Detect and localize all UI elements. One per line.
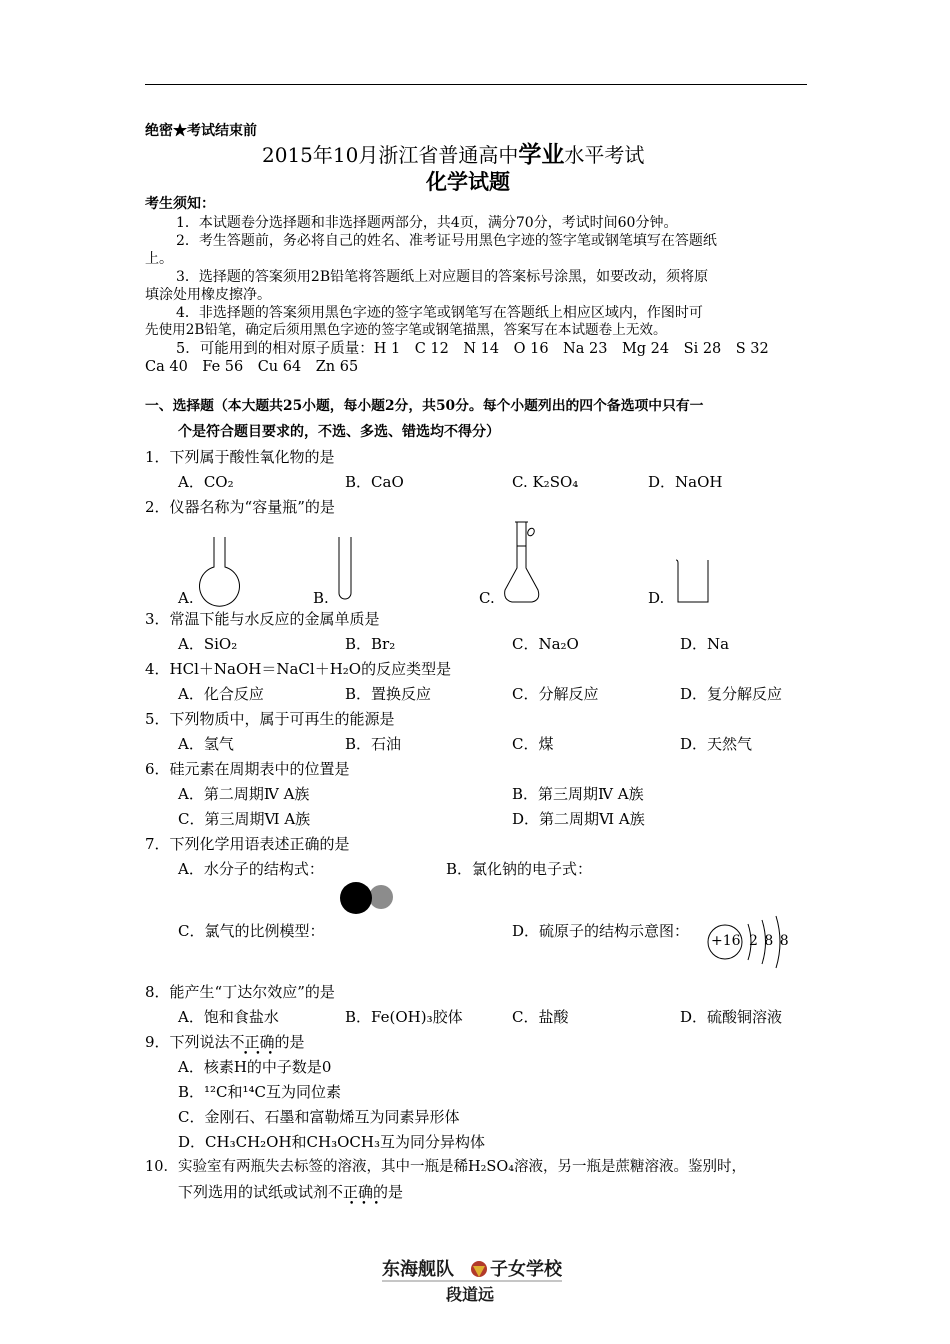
q4-option-c: C．分解反应	[512, 685, 599, 703]
q7-option-c: C．氯气的比例模型：	[178, 922, 325, 940]
notice-heading: 考生须知：	[145, 196, 215, 212]
q7-option-b: B．氯化钠的电子式：	[446, 860, 593, 878]
volumetric-flask-icon	[500, 518, 546, 608]
notice-item-2: 2．考生答题前，务必将自己的姓名、准考证号用黑色字迹的签字笔或钢笔填写在答题纸	[176, 233, 717, 249]
q7-option-a: A．水分子的结构式：	[178, 860, 324, 878]
q8-option-a: A．饱和食盐水	[178, 1008, 279, 1026]
svg-text:段道远: 段道远	[446, 1285, 495, 1304]
subject-title: 化学试题	[426, 170, 510, 194]
q8-option-c: C．盐酸	[512, 1008, 569, 1026]
q4-option-b: B．置换反应	[345, 685, 432, 703]
secret-label: 绝密★考试结束前	[145, 123, 257, 139]
title-emphasis: 学业	[518, 142, 565, 168]
chlorine-molecule-model-icon	[338, 878, 398, 918]
q5-option-c: C．煤	[512, 735, 554, 753]
beaker-icon	[674, 558, 714, 608]
q2-option-a: A.	[178, 589, 194, 607]
q5-option-d: D．天然气	[680, 735, 753, 753]
q7-stem: 7．下列化学用语表述正确的是	[145, 835, 350, 853]
q7-option-d: D．硫原子的结构示意图：	[512, 922, 690, 940]
q9-option-c: C．金刚石、石墨和富勒烯互为同素异形体	[178, 1108, 460, 1126]
q4-option-d: D．复分解反应	[680, 685, 783, 703]
section-1-heading: 一、选择题（本大题共25小题，每小题2分，共50分。每个小题列出的四个备选项中只有一	[145, 398, 704, 414]
notice-item-1: 1．本试题卷分选择题和非选择题两部分，共4页，满分70分，考试时间60分钟。	[176, 215, 678, 231]
q9-option-d: D．CH₃CH₂OH和CH₃OCH₃互为同分异构体	[178, 1133, 485, 1151]
q1-option-b: B．CaO	[345, 473, 404, 491]
q6-option-d: D．第二周期Ⅵ A族	[512, 810, 645, 828]
q10-stem: 10．实验室有两瓶失去标签的溶液，其中一瓶是稀H₂SO₄溶液，另一瓶是蔗糖溶液。鉴别时，	[145, 1159, 747, 1175]
q3-option-b: B．Br₂	[345, 635, 396, 653]
svg-text:子女学校: 子女学校	[490, 1259, 562, 1280]
top-rule	[145, 84, 807, 85]
q8-stem: 8．能产生“丁达尔效应”的是	[145, 983, 335, 1001]
q6-stem: 6．硅元素在周期表中的位置是	[145, 760, 350, 778]
q6-option-c: C．第三周期Ⅵ A族	[178, 810, 311, 828]
q1-option-a: A．CO₂	[178, 473, 234, 491]
sulfur-nucleus-label: +16	[711, 933, 741, 949]
q5-option-b: B．石油	[345, 735, 402, 753]
title-part-1: 2015年10月浙江省普通高中	[262, 143, 519, 167]
q6-option-b: B．第三周期Ⅳ A族	[512, 785, 644, 803]
q5-stem: 5．下列物质中，属于可再生的能源是	[145, 710, 395, 728]
q5-option-a: A．氢气	[178, 735, 234, 753]
svg-text:东海舰队: 东海舰队	[382, 1259, 454, 1280]
sulfur-shell-electrons: 2 8 8	[749, 933, 789, 949]
section-1-heading-cont: 个是符合题目要求的，不选、多选、错选均不得分）	[178, 424, 500, 440]
q2-option-d: D.	[648, 589, 665, 607]
q6-option-a: A．第二周期Ⅳ A族	[178, 785, 310, 803]
q8-option-b: B．Fe(OH)₃胶体	[345, 1008, 463, 1026]
q1-stem: 1．下列属于酸性氧化物的是	[145, 448, 335, 466]
q3-option-a: A．SiO₂	[178, 635, 238, 653]
notice-item-4-cont: 先使用2B铅笔，确定后须用黑色字迹的签字笔或钢笔描黑，答案写在本试题卷上无效。	[145, 322, 667, 338]
notice-item-5: 5．可能用到的相对原子质量：H 1 C 12 N 14 O 16 Na 23 Mg 24 Si 28 S 32	[176, 341, 769, 357]
notice-item-5-cont: Ca 40 Fe 56 Cu 64 Zn 65	[145, 359, 359, 375]
exam-title	[262, 144, 644, 167]
emphasis-dots: •••	[243, 1049, 280, 1059]
q9-option-a: A．核素H的中子数是0	[178, 1058, 332, 1076]
round-bottom-flask-icon	[196, 535, 246, 605]
q2-option-b: B.	[313, 589, 329, 607]
notice-item-2-cont: 上。	[145, 251, 173, 267]
q1-option-d: D．NaOH	[648, 473, 723, 491]
q3-option-c: C．Na₂O	[512, 635, 579, 653]
test-tube-icon	[336, 535, 356, 605]
q9-option-b: B．¹²C和¹⁴C互为同位素	[178, 1083, 342, 1101]
emphasis-dots: •••	[349, 1199, 386, 1209]
notice-item-3: 3．选择题的答案须用2B铅笔将答题纸上对应题目的答案标号涂黑，如要改动，须将原	[176, 269, 709, 285]
q2-option-c: C.	[479, 589, 495, 607]
title-part-2: 水平考试	[564, 143, 645, 167]
q4-option-a: A．化合反应	[178, 685, 264, 703]
q8-option-d: D．硫酸铜溶液	[680, 1008, 783, 1026]
q2-stem: 2．仪器名称为“容量瓶”的是	[145, 498, 335, 516]
q3-option-d: D．Na	[680, 635, 730, 653]
school-logo	[380, 1255, 580, 1305]
notice-item-4: 4．非选择题的答案须用黑色字迹的签字笔或钢笔写在答题纸上相应区域内，作图时可	[176, 305, 703, 321]
q3-stem: 3．常温下能与水反应的金属单质是	[145, 610, 380, 628]
q10-stem-cont: 下列选用的试纸或试剂不正确的是	[178, 1183, 404, 1201]
q1-option-c: C. K₂SO₄	[512, 473, 579, 491]
q4-stem: 4．HCl＋NaOH＝NaCl＋H₂O的反应类型是	[145, 660, 452, 678]
q9-stem: 9．下列说法不正确的是	[145, 1033, 305, 1051]
notice-item-3-cont: 填涂处用橡皮擦净。	[145, 287, 271, 303]
